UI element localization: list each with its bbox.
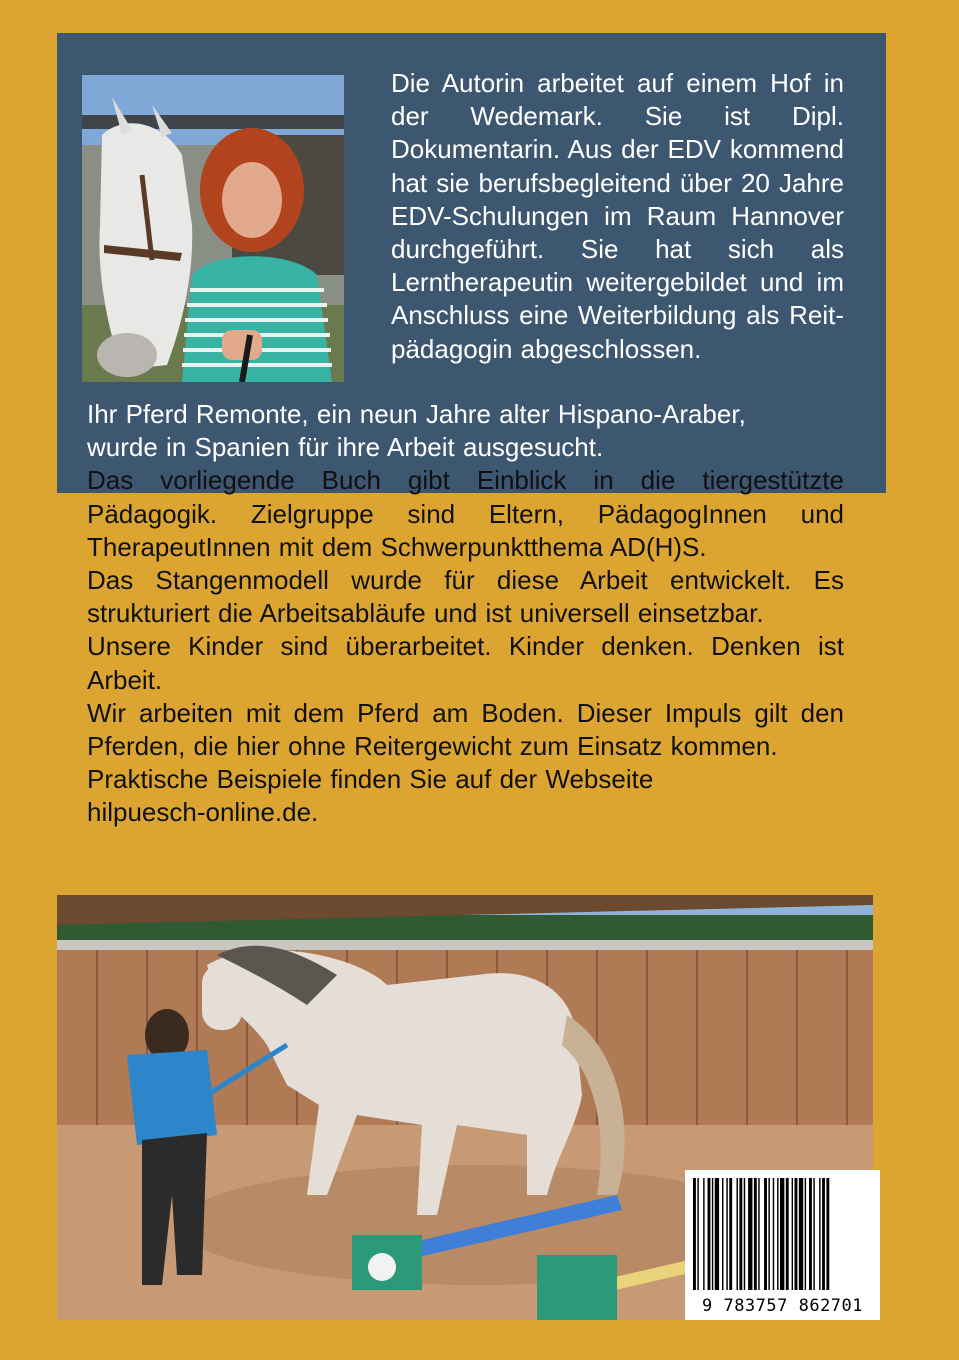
barcode-bar [754,1178,757,1290]
barcode-bar [722,1178,723,1290]
website-line-2: hilpuesch-online.de. [87,797,319,828]
barcode-bar [805,1178,806,1290]
barcode-bar [826,1178,829,1290]
barcode-bar [809,1178,812,1290]
isbn-barcode [685,1170,880,1320]
barcode-bar [786,1178,789,1290]
horse-line-1: Ihr Pferd Remonte, ein neun Jahre alter Hispano-Araber, [87,399,746,429]
barcode-bar [768,1178,769,1290]
barcode-bar [739,1178,742,1290]
barcode-bar [764,1178,767,1290]
barcode-bar [777,1178,778,1290]
barcode-bars [693,1178,872,1290]
barcode-bar [799,1178,803,1290]
barcode-bar [715,1178,719,1290]
barcode-bar [780,1178,784,1290]
website-line-1: Praktische Beispiele finden Sie auf der Webseite [87,764,654,795]
isbn-digits: 9 783757 862701 [701,1296,864,1316]
barcode-bar [697,1178,698,1290]
barcode-bar [792,1178,793,1290]
barcode-bar [703,1178,704,1290]
barcode-bar [729,1178,732,1290]
barcode-bar [748,1178,752,1290]
horse-line-2: wurde in Spanien für ihre Arbeit ausgesucht. [87,432,604,463]
barcode-bar [822,1178,825,1290]
pole-model-text: Das Stangenmodell wurde für diese Arbeit entwickelt. Es strukturiert die Arbeitsabläufe und ist universell einsetzbar. [87,565,844,629]
barcode-bar [773,1178,774,1290]
barcode-bar [795,1178,798,1290]
barcode-bar [744,1178,745,1290]
groundwork-text: Wir arbeiten mit dem Pferd am Boden. Dieser Impuls gilt den Pferden, die hier ohne Reitergewicht zum Einsatz kommen. [87,697,844,762]
barcode-bar [726,1178,727,1290]
barcode-bar [758,1178,759,1290]
children-text: Unsere Kinder sind überarbeitet. Kinder denken. Denken ist Arbeit. [87,631,844,695]
book-description: Das vorliegende Buch gibt Einblick in die tiergestützte Pädagogik. Zielgruppe sind Eltern, PädagogInnen und TherapeutInnen mit dem Schwerpunktthema AD(H)S. [87,465,844,562]
barcode-bar [708,1178,711,1290]
back-cover-text [87,398,844,830]
barcode-bar [693,1178,696,1290]
barcode-bar [737,1178,738,1290]
barcode-bar [712,1178,713,1290]
author-bio-paragraph: Die Autorin arbeitet auf einem Hof in der Wedemark. Sie ist Dipl. Dokumentarin. Aus der EDV kommend hat sie berufsbegleitend über 20 Jahre EDV-Schulungen im Raum Hannover durchgeführt. Sie hat sich als Lerntherapeutin weitergebildet und im Anschluss eine Weiterbildung als Reit-pädagogin abgeschlossen. [391,68,844,364]
barcode-bar [819,1178,820,1290]
author-photo [82,75,344,382]
barcode-bar [813,1178,814,1290]
author-bio [391,67,844,366]
